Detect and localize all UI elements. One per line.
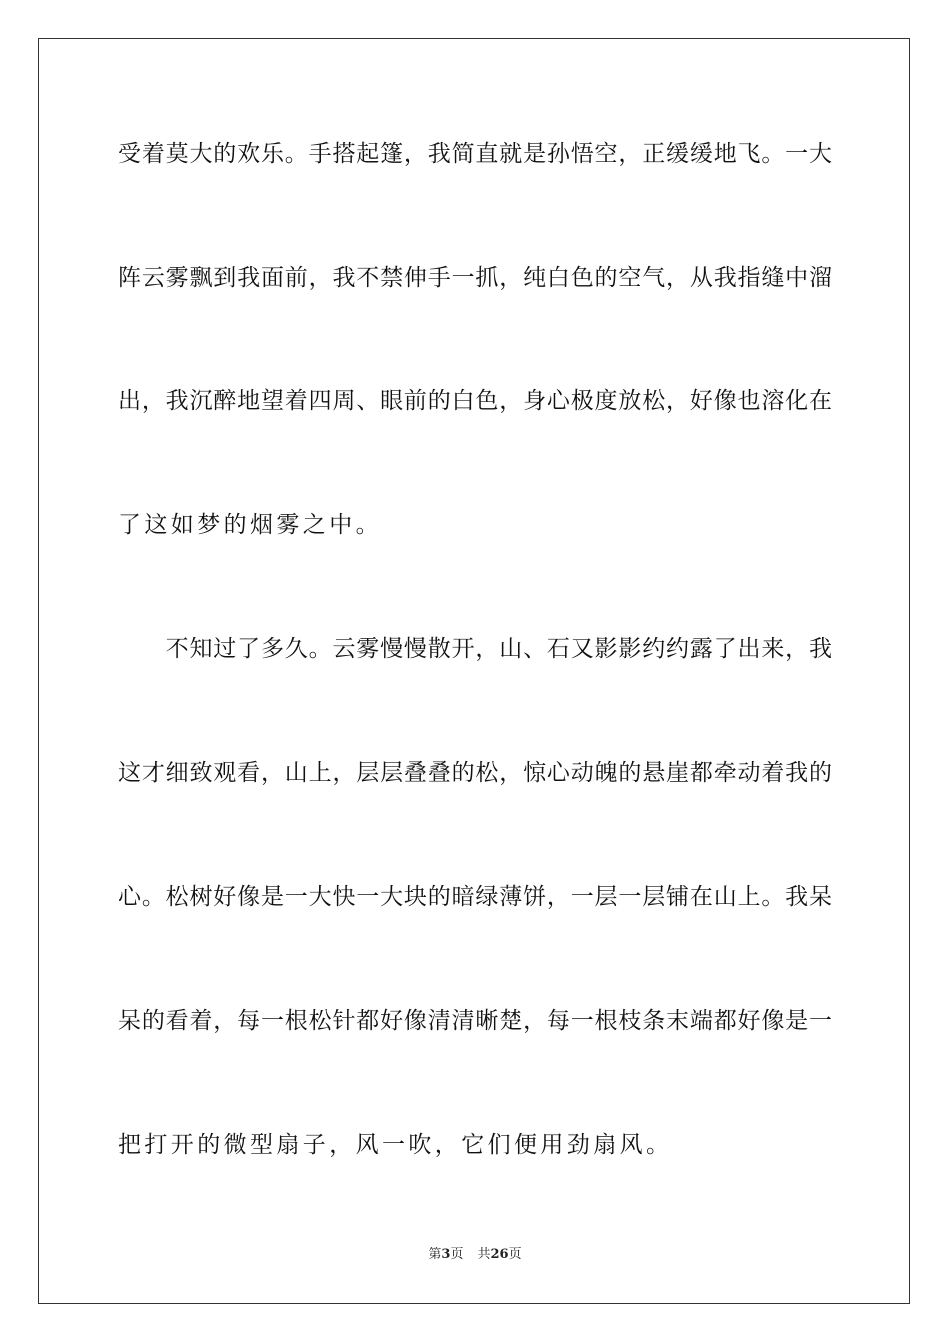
text-line: 受着莫大的欢乐。手搭起篷，我简直就是孙悟空，正缓缓地飞。一大 <box>118 141 832 167</box>
text-line: 心。松树好像是一大快一大块的暗绿薄饼，一层一层铺在山上。我呆 <box>118 884 832 910</box>
text-line: 出，我沉醉地望着四周、眼前的白色，身心极度放松，好像也溶化在 <box>118 388 832 414</box>
page-footer <box>0 1246 950 1264</box>
paragraph-start-line: 不知过了多久。云雾慢慢散开，山、石又影影约约露了出来，我 <box>118 636 832 662</box>
page-number: 3 <box>441 1247 451 1262</box>
text-line: 这才细致观看，山上，层层叠叠的松，惊心动魄的悬崖都牵动着我的 <box>118 760 832 786</box>
text-line: 阵云雾飘到我面前，我不禁伸手一抓，纯白色的空气，从我指缝中溜 <box>118 265 832 291</box>
page-suffix: 页 <box>450 1247 464 1262</box>
text-line: 了这如梦的烟雾之中。 <box>118 512 382 538</box>
total-pages: 26 <box>490 1247 509 1262</box>
text-line: 把打开的微型扇子，风一吹，它们便用劲扇风。 <box>118 1132 673 1158</box>
total-suffix: 页 <box>508 1247 522 1262</box>
total-prefix: 共 <box>477 1247 491 1262</box>
page-border <box>38 38 910 1304</box>
page-prefix: 第 <box>428 1247 442 1262</box>
text-line: 呆的看着，每一根松针都好像清清晰楚，每一根枝条末端都好像是一 <box>118 1008 832 1034</box>
